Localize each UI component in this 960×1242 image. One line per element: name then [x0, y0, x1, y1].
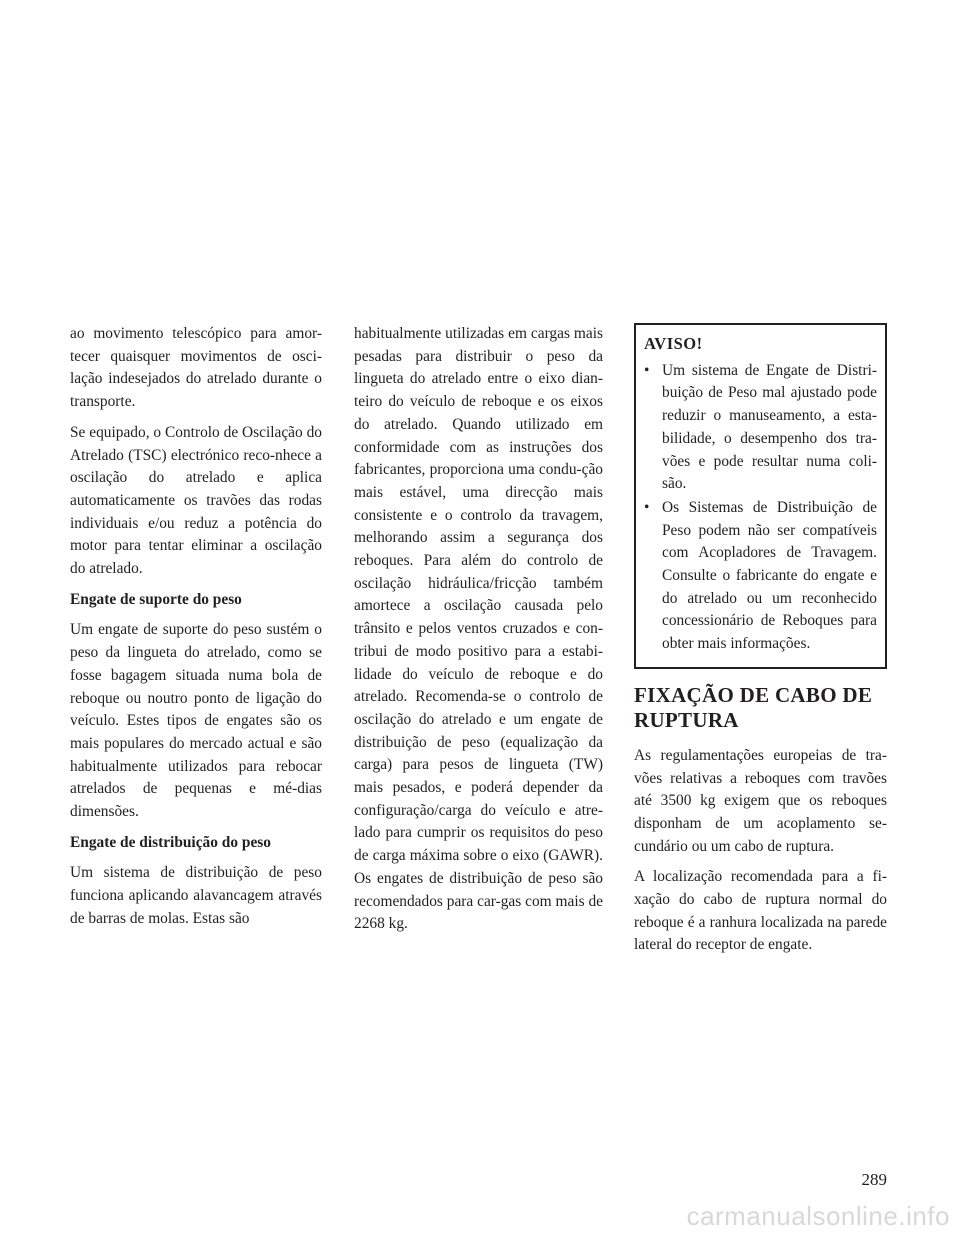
- text-column-2: [354, 323, 603, 936]
- warning-box: [634, 323, 887, 669]
- warning-title: AVISO!: [644, 334, 703, 353]
- watermark: carmanualsonline.info: [686, 1201, 950, 1231]
- text-column-3: [634, 323, 887, 957]
- bullet-icon: •: [644, 498, 650, 516]
- paragraph: As regulamentações europeias de tra-vões relativas a reboques com travões até 3500 kg exigem que os reboques disponham de um acoplamento se-cundário ou um cabo de ruptura.: [634, 746, 887, 855]
- paragraph: Um sistema de distribuição de peso funciona aplicando alavancagem através de barras de molas. Estas são: [70, 864, 322, 927]
- text-column-1: [70, 323, 322, 931]
- paragraph: Um engate de suporte do peso sustém o peso da lingueta do atrelado, como se fosse bagagem situada numa bola de reboque ou noutro ponto de ligação do veículo. Estes tipos de engates são os mais populares do mercado actual e são habitualmente utilizados para rebocar atrelados de pequenas e mé-dias dimensões.: [70, 621, 322, 821]
- warning-list: [644, 360, 877, 656]
- warning-item-text: Os Sistemas de Distribuição de Peso podem não ser compatíveis com Acopladores de Travagem. Consulte o fabricante do engate e do atrelado ou um reconhecido concessionário de Reboques para obter mais informações.: [662, 498, 877, 653]
- page-number: 289: [861, 1170, 887, 1189]
- bullet-icon: •: [644, 361, 650, 379]
- warning-item: [644, 360, 877, 496]
- paragraph: ao movimento telescópico para amor-tecer quaisquer movimentos de osci-lação indesejados do atrelado durante o transporte.: [70, 325, 322, 411]
- subheading: Engate de distribuição do peso: [70, 833, 271, 851]
- paragraph: A localização recomendada para a fi-xação do cabo de ruptura normal do reboque é a ranhura localizada na parede lateral do receptor de engate.: [634, 868, 887, 954]
- subheading: Engate de suporte do peso: [70, 590, 242, 608]
- paragraph: habitualmente utilizadas em cargas mais pesadas para distribuir o peso da lingueta do atrelado entre o eixo dian-teiro do veículo de reboque e os eixos do atrelado. Quando utilizado em conformidade com as instruções dos fabricantes, proporciona uma condu-ção mais estável, uma direcção mais consistente e o controlo da travagem, melhorando assim a segurança dos reboques. Para além do controlo de oscilação hidráulica/fricção também amortece a oscilação causada pelo trânsito e pelos ventos cruzados e con-tribui de modo positivo para a estabi-lidade do veículo de reboque e do atrelado. Recomenda-se o controlo de oscilação do atrelado e um engate de distribuição de peso (equalização da carga) para pesos de lingueta (TW) mais pesados, e poderá depender da configuração/carga do veículo e atre-lado para cumprir os requisitos do peso de carga máxima sobre o eixo (GAWR). Os engates de distribuição de peso são recomendados para car-gas com mais de 2268 kg.: [354, 325, 603, 933]
- warning-item: [644, 497, 877, 656]
- warning-item-text: Um sistema de Engate de Distri-buição de Peso mal ajustado pode reduzir o manuseamento, a esta-bilidade, o desempenho dos tra-vões e pode resultar numa coli-são.: [662, 361, 877, 493]
- section-title: FIXAÇÃO DE CABO DE RUPTURA: [634, 682, 873, 732]
- paragraph: Se equipado, o Controlo de Oscilação do Atrelado (TSC) electrónico reco-nhece a oscilação do atrelado e aplica automaticamente os travões das rodas individuais e/ou reduz a potência do motor para tentar eliminar a oscilação do atrelado.: [70, 423, 322, 578]
